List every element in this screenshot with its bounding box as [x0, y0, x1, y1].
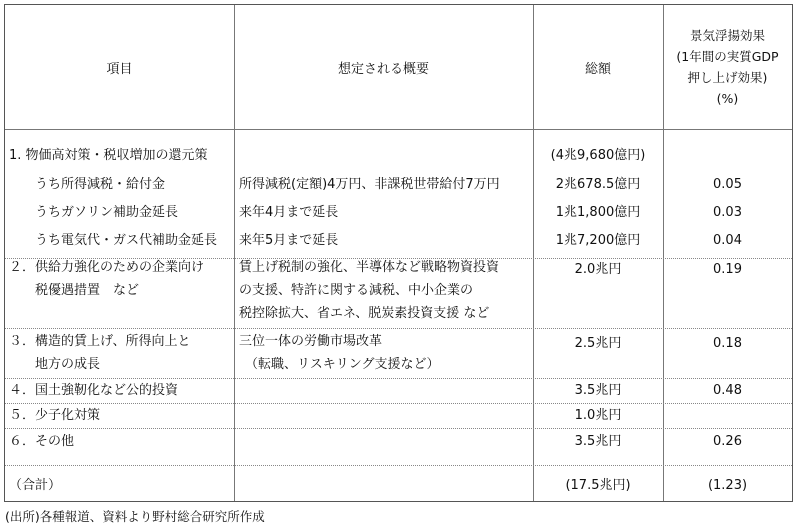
header-item-label: 項目 — [106, 61, 133, 77]
row-summary: の支援、特許に関する減税、中小企業の — [239, 283, 474, 298]
row-summary: 来年4月まで延長 — [239, 205, 339, 220]
row-summary: 賃上げ税制の強化、半導体など戦略物資投資 — [239, 260, 500, 275]
row-summary: 来年5月まで延長 — [239, 233, 339, 248]
header-divider — [5, 129, 792, 130]
row-item: うちガソリン補助金延長 — [35, 205, 179, 220]
header-effect-line: (1年間の実質GDP — [676, 49, 779, 64]
row-effect: 0.18 — [713, 336, 742, 351]
row-total: 2.0兆円 — [574, 262, 622, 277]
row-item: （合計） — [9, 478, 62, 493]
row-item: ５．少子化対策 — [9, 408, 101, 423]
header-total-label: 総額 — [584, 61, 611, 77]
row-divider — [5, 328, 792, 329]
row-total: 1兆1,800億円 — [555, 205, 641, 220]
row-divider — [5, 403, 792, 404]
row-divider — [5, 465, 792, 466]
row-total: (4兆9,680億円) — [550, 148, 646, 163]
row-effect: 0.48 — [713, 383, 742, 398]
row-item: ４．国土強靭化など公的投資 — [9, 383, 179, 398]
row-total: (17.5兆円) — [565, 478, 631, 493]
header-effect-line: 押し上げ効果) — [687, 70, 768, 85]
source-note: (出所)各種報道、資料より野村総合研究所作成 — [5, 509, 265, 524]
row-summary: 所得減税(定額)4万円、非課税世帯給付7万円 — [239, 177, 500, 192]
row-summary: 税控除拡大、省エネ、脱炭素投資支援 など — [239, 306, 490, 321]
row-item: 税優遇措置 など — [35, 283, 140, 298]
header-effect-line: (%) — [716, 91, 739, 106]
row-effect: 0.05 — [713, 177, 742, 192]
row-item: ６．その他 — [9, 434, 75, 449]
header-effect-line: 景気浮揚効果 — [689, 28, 765, 43]
row-total: 1兆7,200億円 — [555, 233, 641, 248]
row-total: 2兆678.5億円 — [555, 177, 641, 192]
row-total: 3.5兆円 — [574, 383, 622, 398]
row-total: 3.5兆円 — [574, 434, 622, 449]
row-summary: 三位一体の労働市場改革 — [239, 334, 383, 349]
row-total: 2.5兆円 — [574, 336, 622, 351]
header-total — [533, 5, 663, 129]
row-item: 1. 物価高対策・税収増加の還元策 — [9, 148, 208, 163]
row-divider — [5, 378, 792, 379]
row-item: うち電気代・ガス代補助金延長 — [35, 233, 218, 248]
row-item: ３．構造的賃上げ、所得向上と — [9, 334, 191, 349]
header-summary-label: 想定される概要 — [337, 61, 429, 77]
row-effect: 0.04 — [713, 233, 742, 248]
row-effect: 0.03 — [713, 205, 742, 220]
row-summary: （転職、リスキリング支援など） — [245, 357, 440, 372]
row-effect: 0.19 — [713, 262, 742, 277]
stimulus-table — [4, 4, 793, 502]
header-item — [5, 5, 234, 129]
row-item: うち所得減税・給付金 — [35, 177, 166, 192]
row-divider — [5, 428, 792, 429]
row-item: ２．供給力強化のための企業向け — [9, 260, 205, 275]
header-summary — [234, 5, 533, 129]
row-effect: (1.23) — [707, 478, 748, 493]
row-total: 1.0兆円 — [574, 408, 622, 423]
row-effect: 0.26 — [713, 434, 742, 449]
row-item: 地方の成長 — [35, 357, 101, 372]
header-effect — [663, 5, 792, 129]
